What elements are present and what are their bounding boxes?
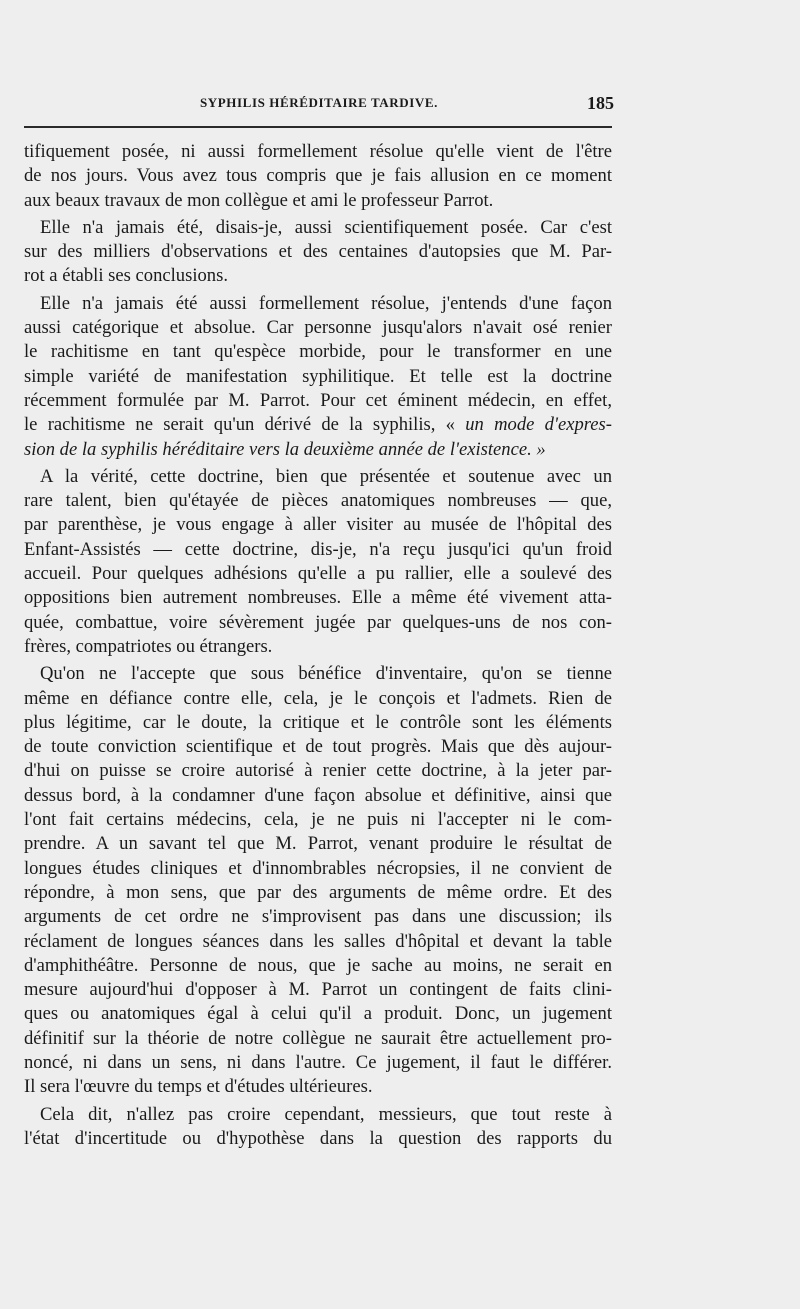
text-line: répondre, à mon sens, que par des arguments de même ordre. Et des (24, 881, 612, 903)
text-line: d'hui on puisse se croire autorisé à renier cette doctrine, à la jeter par- (24, 760, 612, 782)
text-line: noncé, ni dans un sens, ni dans l'autre. Ce jugement, il faut le différer. (24, 1051, 612, 1073)
text-line: rare talent, bien qu'étayée de pièces anatomiques nombreuses — que, (24, 490, 612, 512)
text-line: Elle n'a jamais été aussi formellement résolue, j'entends d'une façon (40, 292, 612, 314)
text-line: rot a établi ses conclusions. (24, 265, 228, 287)
text-line: l'état d'incertitude ou d'hypothèse dans la question des rapports du (24, 1127, 612, 1149)
text-line: aussi catégorique et absolue. Car personne jusqu'alors n'avait osé renier (24, 317, 612, 339)
text-line-mixed (24, 413, 612, 437)
text-line: de toute conviction scientifique et de tout progrès. Mais que dès aujour- (24, 736, 612, 758)
text-line: aux beaux travaux de mon collègue et ami le professeur Parrot. (24, 189, 494, 211)
text-line: l'ont fait certains médecins, cela, je ne puis ni l'accepter ni le com- (24, 809, 612, 831)
text-line: plus légitime, car le doute, la critique et le contrôle sont les éléments (24, 711, 612, 733)
text-line: le rachitisme en tant qu'espèce morbide, pour le transformer en une (24, 341, 612, 363)
paragraph (24, 140, 612, 213)
page-number: 185 (587, 93, 614, 113)
text-line: réclament de longues séances dans les salles d'hôpital et devant la table (24, 930, 612, 952)
italic-fragment: un mode d'expres- (465, 414, 612, 436)
paragraph (24, 1103, 612, 1152)
text-line: par parenthèse, je vous engage à aller visiter au musée de l'hôpital des (24, 514, 612, 536)
body-text (24, 140, 612, 1151)
text-line: accueil. Pour quelques adhésions qu'elle a pu rallier, elle a soulevé des (24, 563, 612, 585)
text-line: même en défiance contre elle, cela, je le conçois et l'admets. Rien de (24, 687, 612, 709)
text-line: A la vérité, cette doctrine, bien que présentée et soutenue avec un (40, 465, 612, 487)
text-line: simple variété de manifestation syphilitique. Et telle est la doctrine (24, 365, 612, 387)
text-fragment: le rachitisme ne serait qu'un dérivé de la syphilis, « (24, 414, 455, 436)
text-line: récemment formulée par M. Parrot. Pour cet éminent médecin, en effet, (24, 389, 612, 411)
text-line: Qu'on ne l'accepte que sous bénéfice d'inventaire, qu'on se tienne (40, 663, 612, 685)
text-line: quée, combattue, voire sévèrement jugée par quelques-uns de nos con- (24, 611, 612, 633)
text-line: frères, compatriotes ou étrangers. (24, 635, 273, 657)
paragraph (24, 465, 612, 659)
header-rule (24, 126, 612, 128)
text-line: sur des milliers d'observations et des centaines d'autopsies que M. Par- (24, 241, 612, 263)
text-line: oppositions bien autrement nombreuses. Elle a même été vivement atta- (24, 587, 612, 609)
text-line: ques ou anatomiques égal à celui qu'il a produit. Donc, un jugement (24, 1003, 612, 1025)
text-line: d'amphithéâtre. Personne de nous, que je sache au moins, ne serait en (24, 954, 612, 976)
text-line: définitif sur la théorie de notre collègue ne saurait être actuellement pro- (24, 1027, 612, 1049)
text-line: Cela dit, n'allez pas croire cependant, messieurs, que tout reste à (40, 1103, 612, 1125)
page-header (24, 93, 614, 115)
paragraph (24, 216, 612, 289)
text-line: arguments de cet ordre ne s'improvisent pas dans une discussion; ils (24, 906, 612, 928)
text-line: longues études cliniques et d'innombrables nécropsies, il ne convient de (24, 857, 612, 879)
text-line: dessus bord, à la condamner d'une façon absolue et définitive, ainsi que (24, 784, 612, 806)
text-line: tifiquement posée, ni aussi formellement résolue qu'elle vient de l'être (24, 141, 612, 162)
paragraph (24, 662, 612, 1099)
paragraph (24, 292, 612, 462)
text-line: prendre. A un savant tel que M. Parrot, venant produire le résultat de (24, 833, 612, 855)
text-line: Elle n'a jamais été, disais-je, aussi scientifiquement posée. Car c'est (40, 216, 612, 238)
text-line: Enfant-Assistés — cette doctrine, dis-je, n'a reçu jusqu'ici qu'un froid (24, 538, 612, 560)
running-title: SYPHILIS HÉRÉDITAIRE TARDIVE. (199, 95, 439, 110)
text-line: mesure aujourd'hui d'opposer à M. Parrot un contingent de faits clini- (24, 979, 612, 1001)
text-line: Il sera l'œuvre du temps et d'études ultérieures. (24, 1076, 373, 1098)
text-line: de nos jours. Vous avez tous compris que je fais allusion en ce moment (24, 165, 612, 187)
text-line-italic: sion de la syphilis héréditaire vers la deuxième année de l'existence. » (24, 438, 546, 460)
